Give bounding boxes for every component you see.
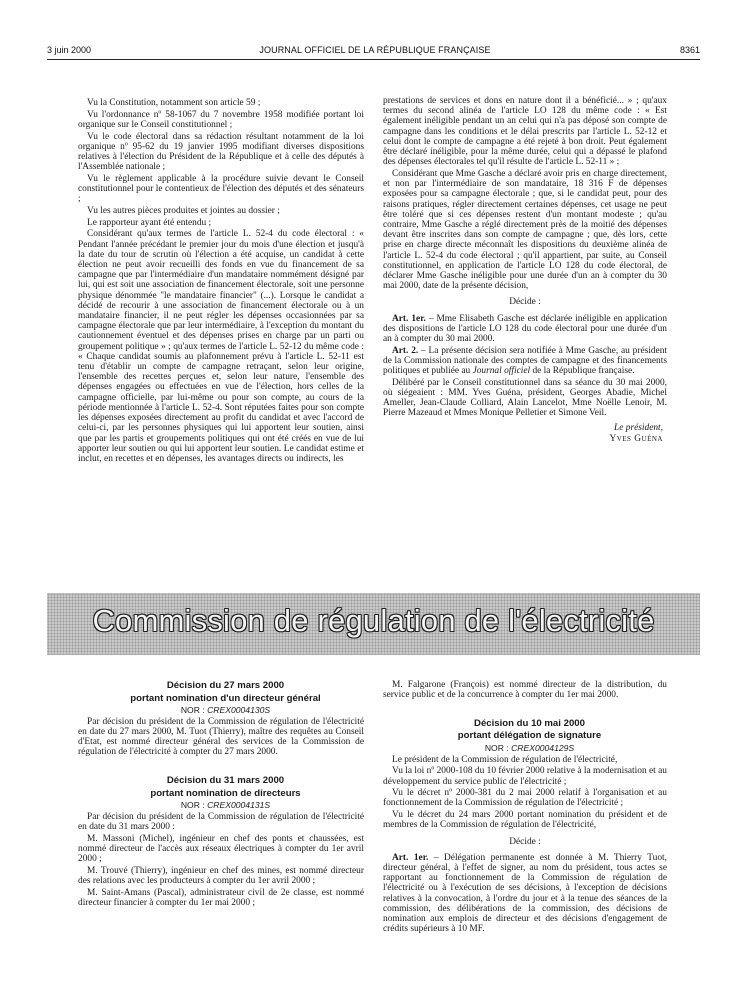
cc-paragraph: Vu le règlement applicable à la procédure suivie devant le Conseil constitutionnel pour le contentieux de l'élection des députés et des sénateurs ; xyxy=(78,173,364,205)
cc-paragraph: Vu la Constitution, notamment son article 59 ; xyxy=(87,98,261,108)
decision-paragraph: Vu le décret du 24 mars 2000 portant nomination du président et de membres de la Commission de régulation de l'électricité, xyxy=(383,810,667,831)
cc-paragraph: Considérant que Mme Gasche a déclaré avoir pris en charge directement, et non par l'intermédiaire de son mandataire, 18 316 F de dépenses exposées pour sa campagne électorale ; que, si le candidat peut, pour des raisons pratiques, régler directement certaines dépenses, cet usage ne peut être toléré que si ces dépenses restent d'un montant modeste ; qu'au contraire, Mme Gasche a réglé directement près de la moitié des dépenses devant être inscrites dans son compte de campagne ; que, dès lors, cette prise en charge directe méconnaît les dispositions du deuxième alinéa de l'article L. 52-4 du code électoral ; qu'il appartient, par suite, au Conseil constitutionnel, en application de l'article LO 128 du code électoral, de déclarer Mme Gasche inéligible pour une durée d'un an à compter du 30 mai 2000, date de la présente décision, xyxy=(383,168,667,292)
nor-label: NOR : xyxy=(180,800,208,811)
decision-subtitle: portant délégation de signature xyxy=(457,730,602,742)
cc-paragraph: Vu les autres pièces produites et jointes au dossier ; xyxy=(87,206,280,217)
cc-paragraph: prestations de services et dons en nature dont il a bénéficié... » ; qu'aux termes du second alinéa de l'article LO 128 du même code : « Est également inéligible pendant un an celui qui n'a pas déposé son compte de campagne dans les conditions et le délai prescrits par l'article L. 52-12 et celui dont le compte de campagne a été rejeté à bon droit. Peut également être déclaré inéligible, pour la même durée, celui qui a dépassé le plafond des dépenses électorales tel qu'il résulte de l'article L. 52-11 » ; xyxy=(383,96,667,168)
cc-art2-text-b: de la République française. xyxy=(530,366,635,377)
cre-right-column xyxy=(383,680,667,980)
nor-code: CREX0004130S xyxy=(207,705,271,715)
art1-label: Art. 1er. xyxy=(392,852,429,863)
cc-art2-journal: Journal officiel xyxy=(472,366,531,377)
header-date: 3 juin 2000 xyxy=(47,45,92,55)
decision-subtitle: portant nomination d'un directeur général xyxy=(130,692,321,704)
decision-paragraph: M. Falgarone (François) est nommé directeur de la distribution, du service public et de la concurrence à compter du 1er mai 2000. xyxy=(383,680,667,701)
nor-reference xyxy=(78,800,364,810)
decision-paragraph: M. Saint-Amans (Pascal), administrateur civil de 2e classe, est nommé directeur financier à compter du 1er mai 2000 ; xyxy=(78,887,364,908)
nor-code: CREX0004131S xyxy=(207,800,271,811)
cc-art2-label: Art. 2. xyxy=(392,345,419,356)
cc-paragraph: Le rapporteur ayant été entendu ; xyxy=(87,217,212,228)
cc-signature-role: Le président, xyxy=(614,422,663,433)
cc-paragraph: Vu le code électoral dans sa rédaction résultant notamment de la loi organique nº 95-62 du 19 janvier 1995 modifiant diverses dispositions relatives à l'élection du Président de la République et à celle des députés à l'Assemblée nationale ; xyxy=(78,131,364,173)
decision-paragraph: Vu le décret nº 2000-381 du 2 mai 2000 relatif à l'organisation et au fonctionnement de la Commission de régulation de l'électricité ; xyxy=(383,788,667,809)
nor-label: NOR : xyxy=(484,742,512,753)
cc-art2-text-a: – La présente décision sera notifiée à Mme Gasche, au président de la Commission nationale des comptes de campagne et des financements politiques et publiée au xyxy=(383,345,667,377)
cc-signature-name: Yves Guéna xyxy=(609,434,663,445)
cc-art1-label: Art. 1er. xyxy=(392,313,426,324)
decision-paragraph: Le président de la Commission de régulation de l'électricité, xyxy=(392,754,618,765)
decision-paragraph: M. Massoni (Michel), ingénieur en chef des ponts et chaussées, est nommé directeur de l'accès aux réseaux électriques à compter du 1er avril 2000 ; xyxy=(78,833,364,865)
decide-heading: Décide : xyxy=(509,836,541,847)
decision-paragraph: Par décision du président de la Commission de régulation de l'électricité en date du 27 mars 2000, M. Tuot (Thierry), maître des requêtes au Conseil d'Etat, est nommé directeur général des services de la Commission de régulation de l'électricité à compter du 27 mars 2000. xyxy=(78,716,364,758)
header-page-number: 8361 xyxy=(679,45,700,55)
section-band xyxy=(47,593,700,655)
cc-article-2 xyxy=(383,346,667,377)
art1-text: – Délégation permanente est donnée à M. Thierry Tuot, directeur général, à l'effet de signer, au nom du président, tous actes se rapportant au fonctionnement de la Commission de régulation de l'électricité ou à l'exécution de ses décisions, à l'exception de décisions relatives à la convocation, à l'ordre du jour et à la tenue des séances de la commission, des délibérations de la commission, des décisions de nomination aux emplois de directeur et des décisions d'engagement de crédits supérieurs à 10 MF. xyxy=(383,852,667,935)
decision-paragraph: Par décision du président de la Commission de régulation de l'électricité en date du 31 mars 2000 : xyxy=(78,811,364,832)
decision-title: Décision du 27 mars 2000 xyxy=(166,680,285,691)
cre-left-column xyxy=(78,680,364,980)
nor-reference xyxy=(78,705,364,715)
nor-reference xyxy=(383,743,667,753)
cc-paragraph: Vu l'ordonnance nº 58-1067 du 7 novembre 1958 modifiée portant loi organique sur le Conseil constitutionnel ; xyxy=(78,109,364,130)
decision-subtitle: portant nomination de directeurs xyxy=(150,787,301,799)
decision-title: Décision du 31 mars 2000 xyxy=(166,775,285,787)
decision-paragraph: M. Trouvé (Thierry), ingénieur en chef des mines, est nommé directeur des relations avec les producteurs à compter du 1er avril 2000 ; xyxy=(78,865,364,886)
nor-label: NOR : xyxy=(180,705,208,715)
decision-paragraph: Vu la loi nº 2000-108 du 10 février 2000 relative à la modernisation et au développement du service public de l'électricité ; xyxy=(383,766,667,787)
cc-deliberation: Délibéré par le Conseil constitutionnel dans sa séance du 30 mai 2000, où siégeaient : MM. Yves Guéna, président, Georges Abadie, Michel Ameller, Jean-Claude Colliard, Alain Lancelot, Mme Noëlle Lenoir, M. Pierre Mazeaud et Mmes Monique Pelletier et Simone Veil. xyxy=(383,377,667,419)
decision-article-1 xyxy=(383,853,667,935)
cc-paragraph: Considérant qu'aux termes de l'article L. 52-4 du code électoral : « Pendant l'année précédant le premier jour du mois d'une élection et jusqu'à la date du tour de scrutin où l'élection a été acquise, un candidat à cette élection ne peut avoir recueilli des fonds en vue du financement de sa campagne que par l'intermédiaire d'un mandataire nommément désigné par lui, qui est soit une association de financement électorale, soit une personne physique dénommée "le mandataire financier" (...). Lorsque le candidat a décidé de recourir à une association de financement électorale ou à un mandataire financier, il ne peut régler les dépenses occasionnées par sa campagne électorale que par leur intermédiaire, à l'exception du montant du cautionnement éventuel et des dépenses prises en charge par un parti ou groupement politique » ; qu'aux termes de l'article L. 52-12 du même code : « Chaque candidat soumis au plafonnement prévu à l'article L. 52-11 est tenu d'établir un compte de campagne retraçant, selon leur origine, l'ensemble des recettes perçues et, selon leur nature, l'ensemble des dépenses engagées ou effectuées en vue de l'élection, hors celles de la campagne officielle, par lui-même ou pour son compte, au cours de la période mentionnée à l'article L. 52-4. Sont réputées faites pour son compte les dépenses exposées directement au profit du candidat et avec l'accord de celui-ci, par les personnes physiques qui lui apportent leur soutien, ainsi que par les partis et groupements politiques qui ont été créés en vue de lui apporter leur soutien ou qui lui apportent leur soutien. Le candidat estime et inclut, en recettes et en dépenses, les avantages directs ou indirects, les xyxy=(78,229,364,464)
section-title: Commission de régulation de l'électricité xyxy=(92,603,655,638)
decision-title: Décision du 10 mai 2000 xyxy=(474,717,585,729)
cc-art1-text: – Mme Elisabeth Gasche est déclarée inéligible en application des dispositions de l'article LO 128 du code électoral pour une durée d'un an à compter du 30 mai 2000. xyxy=(383,313,667,344)
spacer xyxy=(383,702,667,718)
header-rule xyxy=(47,59,700,60)
cc-decide-heading: Décide : xyxy=(509,297,541,308)
cc-decision-left-column xyxy=(78,98,364,518)
cc-article-1 xyxy=(383,314,667,345)
header-title: JOURNAL OFFICIEL DE LA RÉPUBLIQUE FRANÇAISE xyxy=(259,45,491,55)
cc-decision-right-column xyxy=(383,96,667,526)
nor-code: CREX0004129S xyxy=(511,742,575,753)
spacer xyxy=(78,759,364,775)
